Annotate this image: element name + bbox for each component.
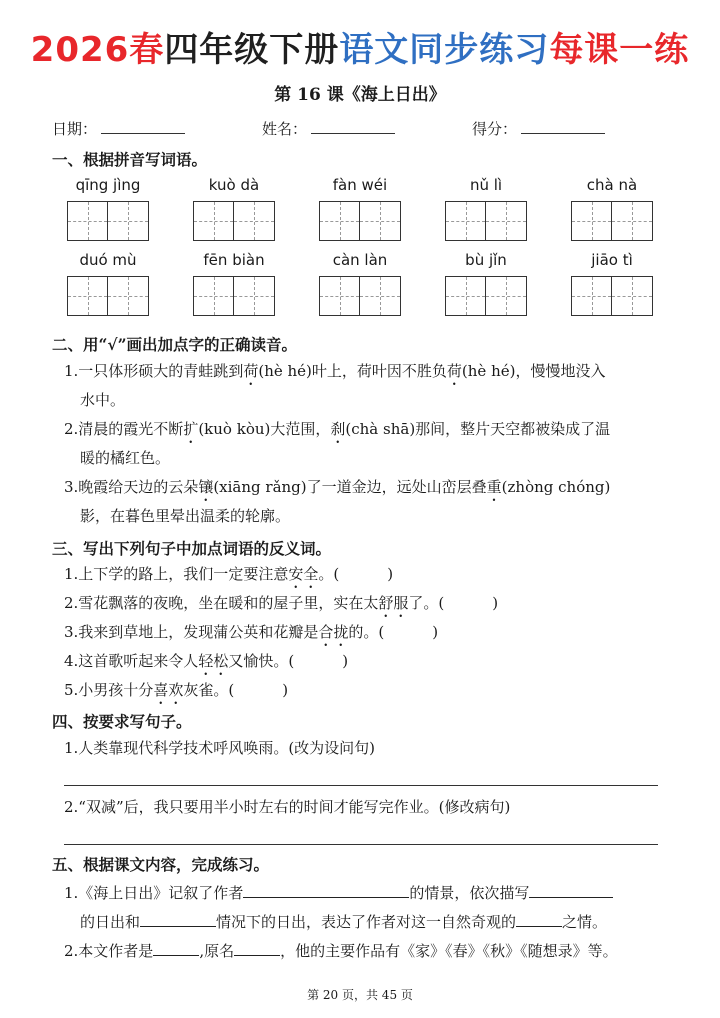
section-1-heading: 一、根据拼音写词语。 <box>52 150 208 169</box>
section-3-heading: 三、写出下列句子中加点词语的反义词。 <box>52 539 332 558</box>
question-3-3: 3.我来到草地上，发现蒲公英和花瓣是合拢的。( ) <box>64 623 439 641</box>
fill-blank[interactable] <box>153 939 199 956</box>
question-4-1: 1.人类靠现代科学技术呼风唤雨。(改为设问句) <box>64 739 376 757</box>
writing-grid[interactable] <box>67 201 149 241</box>
question-3-5: 5.小男孩十分喜欢灰雀。( ) <box>64 681 289 699</box>
question-2-3-cont: 影，在暮色里晕出温柔的轮廓。 <box>80 507 291 525</box>
pinyin: jiāo tì <box>591 251 633 269</box>
question-2-2-cont: 暖的橘红色。 <box>80 449 171 467</box>
writing-grid[interactable] <box>319 276 401 316</box>
dotted-char: 镶 <box>198 478 214 496</box>
pinyin: nǔ lì <box>469 176 503 194</box>
dotted-word: 合拢 <box>318 623 349 641</box>
writing-grid[interactable] <box>319 201 401 241</box>
name-label: 姓名： <box>262 120 308 138</box>
writing-grid[interactable] <box>193 201 275 241</box>
pinyin: qīng jìng <box>75 176 141 194</box>
date-field[interactable] <box>52 118 185 139</box>
writing-grid[interactable] <box>193 276 275 316</box>
dotted-word: 安全 <box>288 565 319 583</box>
writing-grid[interactable] <box>445 276 527 316</box>
question-5-1-cont: 的日出和 情况下的日出，表达了作者对这一自然奇观的 之情。 <box>80 908 607 937</box>
pinyin: càn làn <box>332 251 388 269</box>
pinyin: fēn biàn <box>203 251 265 269</box>
question-3-1: 1.上下学的路上，我们一定要注意安全。( ) <box>64 565 394 583</box>
question-5-2: 2.本文作者是 ,原名 ，他的主要作品有《家》《春》《秋》《随想录》等。 <box>64 937 672 966</box>
fill-blank[interactable] <box>529 881 613 898</box>
writing-grid[interactable] <box>571 201 653 241</box>
answer-line[interactable] <box>64 785 658 786</box>
dotted-char: 重 <box>486 478 502 496</box>
name-field[interactable] <box>262 118 395 139</box>
title-grade: 四年级下册 <box>164 30 340 70</box>
title-year: 2026春 <box>30 30 165 70</box>
question-2-1-cont: 水中。 <box>80 391 126 409</box>
question-5-1: 1.《海上日出》记叙了作者 的情景，依次描写 <box>64 879 672 908</box>
question-3-4: 4.这首歌听起来令人轻松又愉快。( ) <box>64 652 349 670</box>
answer-line[interactable] <box>64 844 658 845</box>
dotted-char: 刹 <box>330 420 346 438</box>
writing-grid[interactable] <box>445 201 527 241</box>
dotted-char: 荷 <box>243 362 259 380</box>
pinyin: fàn wéi <box>332 176 388 194</box>
title-series: 每课一练 <box>549 30 690 70</box>
dotted-word: 舒服 <box>378 594 409 612</box>
date-label: 日期： <box>52 120 98 138</box>
dotted-char: 荷 <box>446 362 462 380</box>
question-2-2: 2.清晨的霞光不断扩(kuò kòu)大范围，刹(chà shā)那间，整片天空都被染成了温 <box>64 420 611 438</box>
section-4-heading: 四、按要求写句子。 <box>52 712 192 731</box>
title-subject: 语文同步练习 <box>339 30 550 70</box>
fill-blank[interactable] <box>234 939 280 956</box>
pinyin: chà nà <box>586 176 638 194</box>
page-footer: 第 20 页，共 45 页 <box>307 988 413 1002</box>
question-2-1: 1.一只体形硕大的青蛙跳到荷(hè hé)叶上，荷叶因不胜负荷(hè hé)，慢慢地没入 <box>64 362 606 380</box>
dotted-char: 扩 <box>183 420 199 438</box>
pinyin: duó mù <box>79 251 137 269</box>
pinyin: bù jǐn <box>465 251 507 269</box>
lesson-title: 第 16 课《海上日出》 <box>274 85 446 105</box>
fill-blank[interactable] <box>516 910 562 927</box>
fill-blank[interactable] <box>140 910 216 927</box>
fill-blank[interactable] <box>243 881 409 898</box>
writing-grid[interactable] <box>67 276 149 316</box>
question-4-2: 2.“双减”后，我只要用半小时左右的时间才能写完作业。(修改病句) <box>64 798 511 816</box>
writing-grid[interactable] <box>571 276 653 316</box>
question-2-3: 3.晚霞给天边的云朵镶(xiāng rǎng)了一道金边，远处山峦层叠重(zhòng chóng) <box>64 478 611 496</box>
pinyin: kuò dà <box>208 176 260 194</box>
section-5-heading: 五、根据课文内容，完成练习。 <box>52 855 270 874</box>
dotted-word: 轻松 <box>198 652 229 670</box>
score-label: 得分： <box>472 120 518 138</box>
question-3-2: 2.雪花飘落的夜晚，坐在暖和的屋子里，实在太舒服了。( ) <box>64 594 499 612</box>
section-2-heading: 二、用“√”画出加点字的正确读音。 <box>52 335 298 354</box>
score-field[interactable] <box>472 118 605 139</box>
dotted-word: 喜欢 <box>153 681 184 699</box>
worksheet-title <box>0 28 720 72</box>
